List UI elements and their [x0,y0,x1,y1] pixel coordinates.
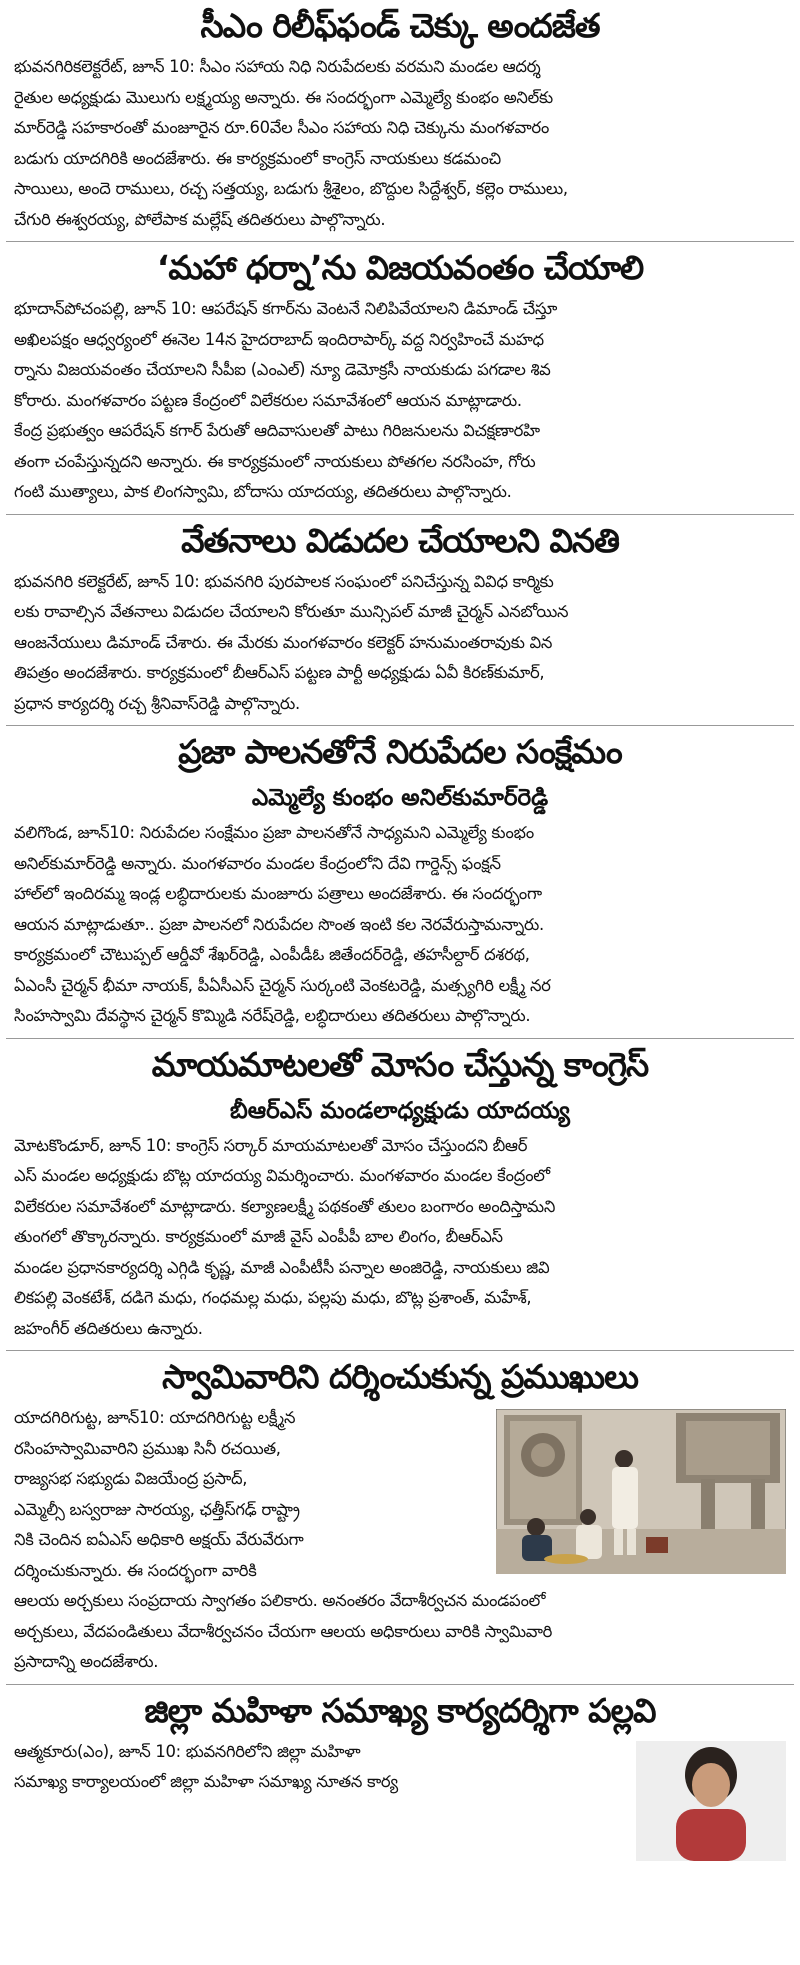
body-line: విలేకరుల సమావేశంలో మాట్లాడారు. కల్యాణలక్ష్మీ పథకంతో తులం బంగారం అందిస్తామని [14,1196,556,1216]
body-line: అఖిలపక్షం ఆధ్వర్యంలో ఈనెల 14న హైదరాబాద్‌ ఇందిరాపార్క్‌ వద్ద నిర్వహించే మహధ [14,329,544,349]
body-line: కోరారు. మంగళవారం పట్టణ కేంద్రంలో విలేకరుల సమావేశంలో ఆయన మాట్లాడారు. [14,390,522,410]
subheadline: బీఆర్‌ఎస్‌ మండలాధ్యక్షుడు యాదయ్య [230,1097,570,1124]
temple-visit-photo [496,1409,786,1574]
body-line: కార్యక్రమంలో చౌటుప్పల్‌ ఆర్డీవో శేఖర్‌రెడ్డి, ఎంపీడీఓ జితేందర్‌రెడ్డి, తహసీల్దార్‌ దశరథ, [14,945,530,964]
article-salary-release [0,515,800,720]
body-line: రసింహస్వామివారిని ప్రముఖ సినీ రచయిత, [14,1438,281,1458]
body-line: రాజ్యసభ సభ్యుడు విజయేంద్ర ప్రసాద్‌, [14,1469,248,1488]
body-line: గంటి ముత్యాలు, పాక లింగస్వామి, బోదాసు యాదయ్య, తదితరులు పాల్గొన్నారు. [14,482,512,501]
text-with-photo [14,1737,786,1861]
headline: మాయమాటలతో మోసం చేస్తున్న కాంగ్రెస్‌ [151,1044,649,1084]
body-line: నికి చెందిన ఐఏఎస్‌ అధికారి అక్షయ్‌ వేరువేరుగా [14,1530,304,1549]
body-line: లికపల్లి వెంకటేశ్‌, దడిగె మధు, గంధమల్ల మధు, పల్లపు మధు, బొట్ల ప్రశాంత్‌, మహేశ్‌, [14,1288,532,1307]
body-line: రైతుల అధ్యక్షుడు మొలుగు లక్ష్మయ్య అన్నారు. ఈ సందర్భంగా ఎమ్మెల్యే కుంభం అనిల్‌కు [14,87,553,107]
portrait-photo [636,1741,786,1861]
body-line: తిపత్రం అందజేశారు. కార్యక్రమంలో బీఆర్‌ఎస్‌ పట్టణ పార్టీ అధ్యక్షుడు ఏవీ కిరణ్‌కుమార్‌, [14,663,545,682]
body-line: మోటకొండూర్‌, జూన్‌ 10: కాంగ్రెస్‌ సర్కార్‌ మాయమాటలతో మోసం చేస్తుందని బీఆర్‌ [14,1135,528,1155]
article-maha-dharna [0,242,800,508]
body-line: ప్రధాన కార్యదర్శి రచ్చ శ్రీనివాస్‌రెడ్డి పాల్గొన్నారు. [14,693,300,713]
headline: జిల్లా మహిళా సమాఖ్య కార్యదర్శిగా పల్లవి [144,1690,656,1730]
article-congress-deception [0,1039,800,1345]
body-line: అర్చకులు, వేదపండితులు వేదాశీర్వచనం చేయగా ఆలయ అధికారులు వారికి స్వామివారి [14,1621,553,1641]
body-line: హాల్‌లో ఇందిరమ్మ ఇండ్ల లబ్ధిదారులకు మంజూరు పత్రాలు అందజేశారు. ఈ సందర్భంగా [14,884,542,903]
body-line: ఆత్మకూరు(ఎం), జూన్‌ 10: భువనగిరిలోని జిల్లా మహిళా [14,1741,361,1761]
body-line: మార్‌రెడ్డి సహకారంతో మంజూరైన రూ.60వేల సీఎం సహాయ నిధి చెక్కును మంగళవారం [14,118,550,137]
article-cm-relief-fund [0,0,800,235]
body-line: సింహస్వామి దేవస్థాన చైర్మన్‌ కొమ్మిడి నరేష్‌రెడ్డి, లబ్ధిదారులు తదితరులు పాల్గొన్నారు. [14,1006,531,1025]
body-line: ఎస్‌ మండల అధ్యక్షుడు బొట్ల యాదయ్య విమర్శించారు. మంగళవారం మండల కేంద్రంలో [14,1166,550,1185]
body-line: లకు రావాల్సిన వేతనాలు విడుదల చేయాలని కోరుతూ మున్సిపల్‌ మాజీ చైర్మన్‌ ఎనబోయిన [14,602,569,621]
headline: వేతనాలు విడుదల చేయాలని వినతి [181,520,619,560]
body-line: వలిగొండ, జూన్‌10: నిరుపేదల సంక్షేమం ప్రజా పాలనతోనే సాధ్యమని ఎమ్మెల్యే కుంభం [14,823,534,842]
body-line: ఆలయ అర్చకులు సంప్రదాయ స్వాగతం పలికారు. అనంతరం వేదాశీర్వచన మండపంలో [14,1591,546,1610]
body-line: భూదాన్‌పోచంపల్లి, జూన్‌ 10: ఆపరేషన్‌ కగార్‌ను వెంటనే నిలిపివేయాలని డిమాండ్‌ చేస్తూ [14,299,558,318]
body-line: భువనగిరికలెక్టరేట్‌, జూన్‌ 10: సీఎం సహాయ నిధి నిరుపేదలకు వరమని మండల ఆదర్శ [14,57,541,76]
body-line: జహంగీర్‌ తదితరులు ఉన్నారు. [14,1318,203,1338]
article-body [14,1586,786,1678]
body-line: చేగురి ఈశ్వరయ్య, పోలేపాక మల్లేష్‌ తదితరులు పాల్గొన్నారు. [14,209,386,229]
body-line: బడుగు యాదగిరికి అందజేశారు. ఈ కార్యక్రమంలో కాంగ్రెస్‌ నాయకులు కడమంచి [14,148,501,168]
body-line: తంగా చంపేస్తున్నదని అన్నారు. ఈ కార్యక్రమంలో నాయకులు పోతగల నరసింహ, గోరు [14,451,536,471]
article-body [14,294,786,508]
body-line: భువనగిరి కలెక్టరేట్‌, జూన్‌ 10: భువనగిరి పురపాలక సంఘంలో పనిచేస్తున్న వివిధ కార్మికు [14,571,554,591]
text-with-photo [14,1403,786,1586]
headline: సీఎం రిలీఫ్‌ఫండ్‌ చెక్కు అందజేత [200,6,600,45]
article-mahila-samakhya [0,1685,800,1861]
body-line: కేంద్ర ప్రభుత్వం ఆపరేషన్‌ కగార్‌ పేరుతో ఆదివాసులతో పాటు గిరిజనులను విచక్షణారహి [14,421,540,440]
body-line: ఆంజనేయులు డిమాండ్‌ చేశారు. ఈ మేరకు మంగళవారం కలెక్టర్‌ హనుమంతరావుకు విన [14,632,553,652]
article-body [14,1131,786,1345]
article-praja-palana [0,726,800,1032]
body-line: అనిల్‌కుమార్‌రెడ్డి అన్నారు. మంగళవారం మండల కేంద్రంలోని దేవి గార్డెన్స్‌ ఫంక్షన్‌ [14,853,501,873]
body-line: సమాఖ్య కార్యాలయంలో జిల్లా మహిళా సమాఖ్య నూతన కార్య [14,1772,398,1791]
headline: ‘మహా ధర్నా’ను విజయవంతం చేయాలి [156,248,644,287]
body-line: తుంగలో తొక్కారన్నారు. కార్యక్రమంలో మాజీ వైస్‌ ఎంపీపీ బాల లింగం, బీఆర్‌ఎస్‌ [14,1227,503,1246]
article-body-beside-photo [14,1403,482,1586]
body-line: మండల ప్రధానకార్యదర్శి ఎగ్గిడి కృష్ణ, మాజీ ఎంపీటీసీ పన్నాల అంజిరెడ్డి, నాయకులు జివి [14,1257,550,1277]
body-line: సాయిలు, అందె రాములు, రచ్చ సత్తయ్య, బడుగు శ్రీశైలం, బొద్దుల సిద్దేశ్వర్‌, కల్లెం రాములు, [14,179,568,198]
subheadline: ఎమ్మెల్యే కుంభం అనిల్‌కుమార్‌రెడ్డి [251,785,549,811]
body-line: ఆయన మాట్లాడుతూ.. ప్రజా పాలనలో నిరుపేదల సొంత ఇంటి కల నెరవేరుస్తామన్నారు. [14,914,544,934]
body-line: యాదగిరిగుట్ట, జూన్‌10: యాదగిరిగుట్ట లక్ష్మీన [14,1408,296,1427]
body-line: ఎమ్మెల్సీ బస్వరాజు సారయ్య, ఛత్తీస్‌గఢ్‌ రాష్ట్రా [14,1499,300,1519]
article-body [14,818,786,1032]
body-line: ఏఎంసీ చైర్మన్‌ భీమా నాయక్‌, పీఏసీఎస్‌ చైర్మన్‌ సుర్కంటి వెంకటరెడ్డి, మత్స్యగిరి లక్ష్మీ నర [14,975,551,995]
body-line: దర్శించుకున్నారు. ఈ సందర్భంగా వారికి [14,1560,257,1580]
body-line: ప్రసాదాన్ని అందజేశారు. [14,1652,159,1671]
body-line: ర్నాను విజయవంతం చేయాలని సీపీఐ (ఎంఎల్‌) న్యూ డెమోక్రసీ నాయకుడు పగడాల శివ [14,360,551,379]
article-temple-visit [0,1351,800,1678]
article-body-beside-photo [14,1737,622,1798]
headline: స్వామివారిని దర్శించుకున్న ప్రముఖులు [162,1357,638,1396]
article-body [14,52,786,235]
headline: ప్రజా పాలనతోనే నిరుపేదల సంక్షేమం [178,732,622,771]
article-body [14,567,786,720]
